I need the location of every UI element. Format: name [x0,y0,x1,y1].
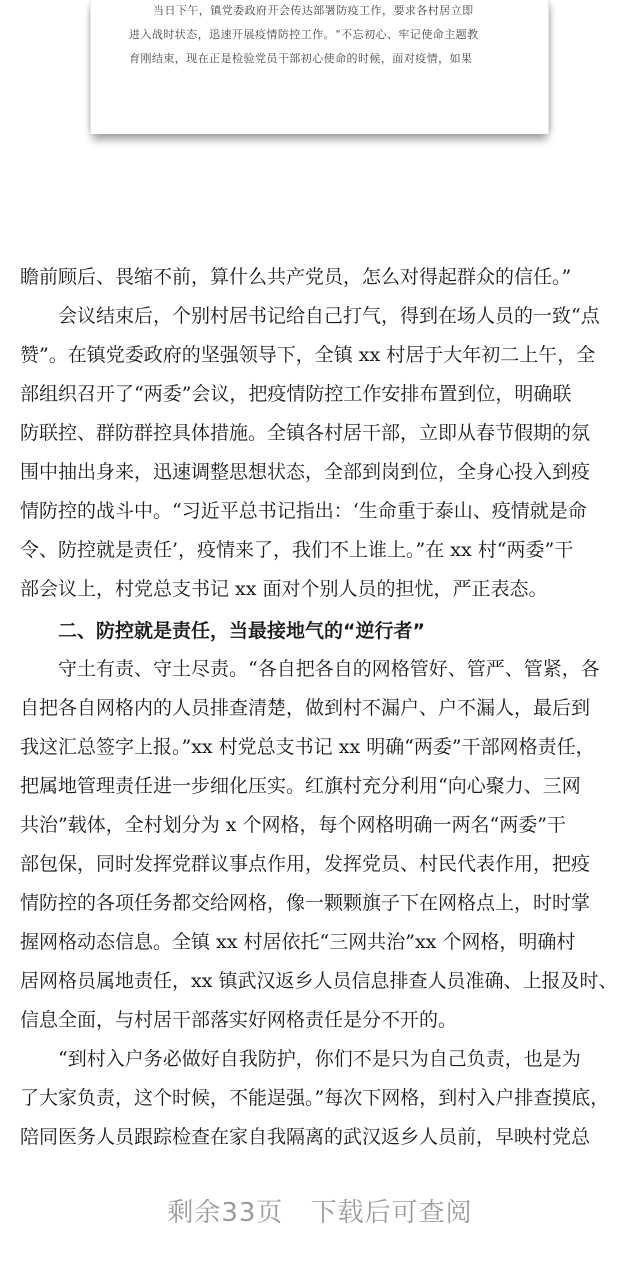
doc-line: 部会议上，村党总支书记 xx 面对个别人员的担忧，严正表态。 [20,578,548,600]
doc-line: 陪同医务人员跟踪检查在家自我隔离的武汉返乡人员前，早映村党总 [20,1126,591,1148]
doc-line: 守土有责、守土尽责。“各自把各自的网格管好、管严、管紧，各 [20,658,600,680]
doc-line: 围中抽出身来，迅速调整思想状态，全部到岗到位，全身心投入到疫 [20,461,591,483]
document-block-1 [20,258,620,609]
doc-line: 部包保，同时发挥党群议事点作用，发挥党员、村民代表作用，把疫 [20,853,591,875]
preview-line-3: 育刚结束，现在正是检验党员干部初心使命的时候，面对疫情，如果 [129,52,473,65]
section-heading: 二、防控就是责任，当最接地气的“逆行者” [58,620,425,642]
preview-line-1: 当日下午，镇党委政府开会传达部署防疫工作，要求各村居立即 [153,4,474,17]
doc-line: 情防控的各项任务都交给网格，像一颗颗旗子下在网格点上，时时掌 [20,892,591,914]
document-block-2 [20,650,620,1157]
doc-line: 居网格员属地责任，xx 镇武汉返乡人员信息排查人员准确、上报及时、 [20,970,618,992]
preview-page-card [90,0,549,134]
doc-line: 会议结束后，个别村居书记给自己打气，得到在场人员的一致“点 [20,305,600,327]
doc-line: 防联控、群防群控具体措施。全镇各村居干部，立即从春节假期的氛 [20,422,591,444]
preview-line-2: 进入战时状态，迅速开展疫情防控工作。“不忘初心、牢记使命主题教 [129,28,479,41]
doc-line: 令、防控就是责任’，疫情来了，我们不上谁上。”在 xx 村“两委”干 [20,539,574,561]
doc-line: 把属地管理责任进一步细化压实。红旗村充分利用“向心聚力、三网 [20,775,581,797]
doc-line: 握网格动态信息。全镇 xx 村居依托“三网共治”xx 个网格，明确村 [20,931,576,953]
doc-line: 我这汇总签字上报。”xx 村党总支书记 xx 明确“两委”干部网格责任， [20,736,595,758]
doc-line: 情防控的战斗中。“习近平总书记指出：‘生命重于泰山、疫情就是命 [20,500,587,522]
download-prompt[interactable] [0,1192,640,1229]
doc-line: 赞”。在镇党委政府的坚强领导下，全镇 xx 村居于大年初二上午，全 [20,344,596,366]
download-hint-label[interactable]: 下载后可查阅 [310,1198,473,1228]
remaining-pages-label[interactable]: 剩余33页 [167,1198,284,1228]
doc-line: 信息全面，与村居干部落实好网格责任是分不开的。 [20,1009,458,1031]
doc-line: 了大家负责，这个时候，不能逞强。”每次下网格，到村入户排查摸底， [20,1087,610,1109]
doc-line: “到村入户务必做好自我防护，你们不是只为自己负责，也是为 [20,1048,581,1070]
doc-line: 自把各自网格内的人员排查清楚，做到村不漏户、户不漏人，最后到 [20,697,591,719]
doc-line: 共治”载体，全村划分为 x 个网格，每个网格明确一两名“两委”干 [20,814,566,836]
doc-line: 瞻前顾后、畏缩不前，算什么共产党员，怎么对得起群众的信任。” [20,266,572,288]
doc-line: 部组织召开了“两委”会议，把疫情防控工作安排布置到位，明确联 [20,383,572,405]
